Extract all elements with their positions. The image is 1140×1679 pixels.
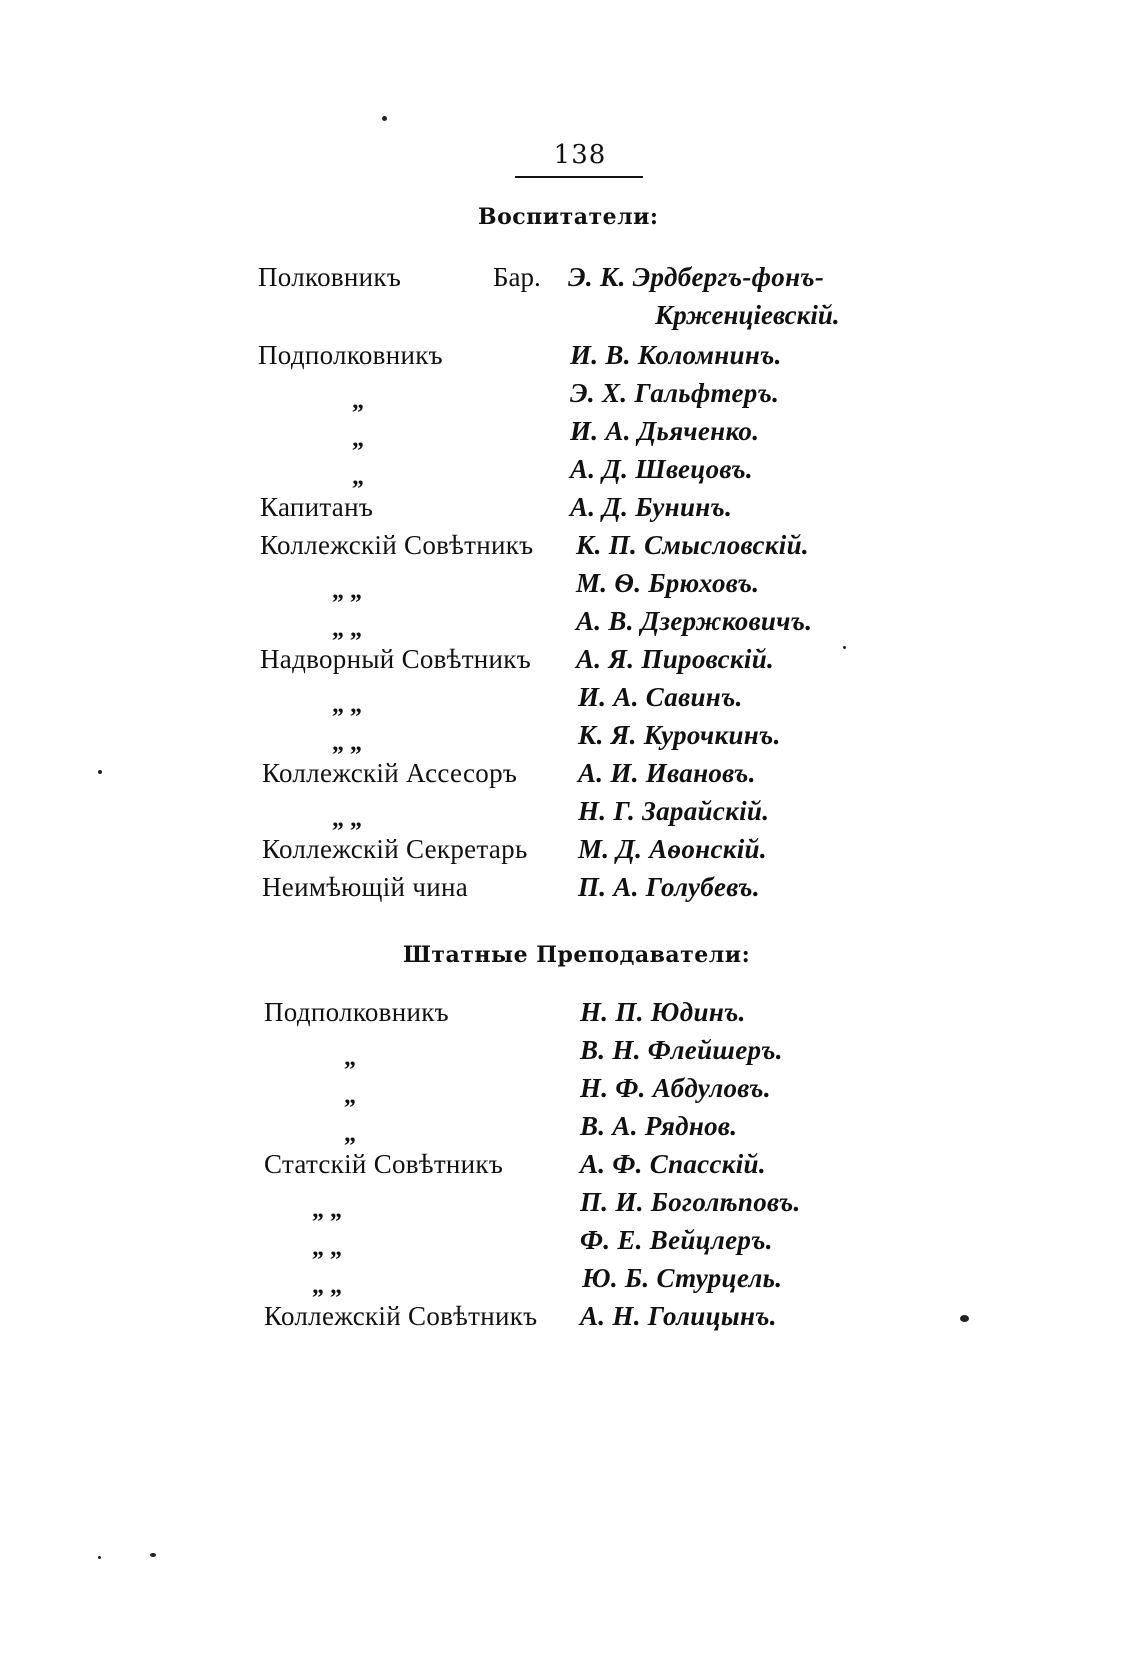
person-name: П. А. Голубевъ. xyxy=(578,872,760,902)
person-name-continuation: Крженціевскій. xyxy=(655,300,840,330)
scan-speck xyxy=(98,1556,101,1559)
person-name: Ф. Е. Вейцлеръ. xyxy=(580,1225,773,1255)
ditto-mark: „ „ xyxy=(332,578,362,604)
rank: Неимѣющій чина xyxy=(262,872,469,902)
ditto-mark: „ „ xyxy=(332,730,362,756)
person-name: Ю. Б. Стурцель. xyxy=(582,1263,783,1293)
person-name: И. А. Савинъ. xyxy=(578,682,743,712)
person-name: А. Ф. Спасскій. xyxy=(580,1149,766,1179)
person-name: И. В. Коломнинъ. xyxy=(570,340,782,370)
scan-speck xyxy=(150,1553,156,1557)
person-name: А. Н. Голицынъ. xyxy=(580,1301,777,1331)
ditto-mark: „ „ xyxy=(312,1235,342,1261)
ditto-mark: „ „ xyxy=(312,1273,342,1299)
person-name: Н. Ф. Абдуловъ. xyxy=(580,1073,771,1103)
list-item xyxy=(0,262,1140,340)
scan-speck xyxy=(960,1315,969,1322)
list-item xyxy=(0,1035,1140,1073)
person-name: А. Д. Бунинъ. xyxy=(570,492,733,522)
staff-teachers-list xyxy=(0,997,1140,1339)
list-item xyxy=(0,1111,1140,1149)
list-item xyxy=(0,568,1140,606)
rank: Статскій Совѣтникъ xyxy=(264,1149,504,1179)
rank: Коллежскій Совѣтникъ xyxy=(260,530,534,560)
person-name: А. Д. Швецовъ. xyxy=(570,454,753,484)
rank: Капитанъ xyxy=(260,492,374,522)
scan-speck xyxy=(843,646,846,649)
page-number: 138 xyxy=(553,140,607,170)
person-name: М. Ѳ. Брюховъ. xyxy=(576,568,760,598)
list-item xyxy=(0,644,1140,682)
list-item xyxy=(0,1149,1140,1187)
list-item xyxy=(0,1301,1140,1339)
ditto-mark: „ xyxy=(344,1045,356,1071)
person-name: Н. П. Юдинъ. xyxy=(580,997,746,1027)
rank: Подполковникъ xyxy=(258,340,443,370)
person-name: А. Я. Пировскій. xyxy=(576,644,775,674)
ditto-mark: „ „ xyxy=(332,692,362,718)
list-item xyxy=(0,997,1140,1035)
title-prefix: Бар. xyxy=(493,262,541,292)
person-name: А. В. Дзержковичъ. xyxy=(576,606,813,636)
ditto-mark: „ „ xyxy=(332,806,362,832)
person-name: Э. К. Эрдбергъ-фонъ- xyxy=(568,262,825,292)
section-title-staff-teachers: Штатные Преподаватели: xyxy=(403,942,751,968)
list-item xyxy=(0,492,1140,530)
person-name: П. И. Боголѣповъ. xyxy=(580,1187,801,1217)
list-item xyxy=(0,682,1140,720)
list-item xyxy=(0,606,1140,644)
list-item xyxy=(0,834,1140,872)
person-name: В. Н. Флейшеръ. xyxy=(580,1035,783,1065)
list-item xyxy=(0,1225,1140,1263)
list-item xyxy=(0,530,1140,568)
page-number-rule xyxy=(515,176,643,178)
rank: Коллежскій Совѣтникъ xyxy=(264,1301,538,1331)
scan-speck xyxy=(98,770,102,774)
list-item xyxy=(0,796,1140,834)
scan-speck xyxy=(382,116,387,121)
rank: Надворный Совѣтникъ xyxy=(260,644,531,674)
ditto-mark: „ xyxy=(352,426,364,452)
person-name: Н. Г. Зарайскій. xyxy=(578,796,770,826)
person-name: И. А. Дьяченко. xyxy=(570,416,760,446)
list-item xyxy=(0,1073,1140,1111)
person-name: М. Д. Аѳонскій. xyxy=(578,834,767,864)
ditto-mark: „ „ xyxy=(332,616,362,642)
ditto-mark: „ xyxy=(344,1121,356,1147)
ditto-mark: „ „ xyxy=(312,1197,342,1223)
list-item xyxy=(0,1263,1140,1301)
ditto-mark: „ xyxy=(344,1083,356,1109)
person-name: В. А. Ряднов. xyxy=(580,1111,738,1141)
list-item xyxy=(0,872,1140,910)
section-title-educators: Воспитатели: xyxy=(478,204,659,230)
list-item xyxy=(0,1187,1140,1225)
list-item xyxy=(0,378,1140,416)
ditto-mark: „ xyxy=(352,388,364,414)
list-item xyxy=(0,720,1140,758)
person-name: А. И. Ивановъ. xyxy=(578,758,756,788)
rank: Коллежскій Секретарь xyxy=(262,834,528,864)
list-item xyxy=(0,340,1140,378)
educators-list xyxy=(0,262,1140,910)
list-item xyxy=(0,416,1140,454)
person-name: К. Я. Курочкинъ. xyxy=(578,720,781,750)
rank: Подполковникъ xyxy=(264,997,449,1027)
rank: Коллежскій Ассесоръ xyxy=(262,758,518,788)
list-item xyxy=(0,758,1140,796)
rank: Полковникъ xyxy=(258,262,402,292)
person-name: Э. Х. Гальфтеръ. xyxy=(570,378,780,408)
person-name: К. П. Смысловскій. xyxy=(576,530,809,560)
list-item xyxy=(0,454,1140,492)
ditto-mark: „ xyxy=(352,464,364,490)
